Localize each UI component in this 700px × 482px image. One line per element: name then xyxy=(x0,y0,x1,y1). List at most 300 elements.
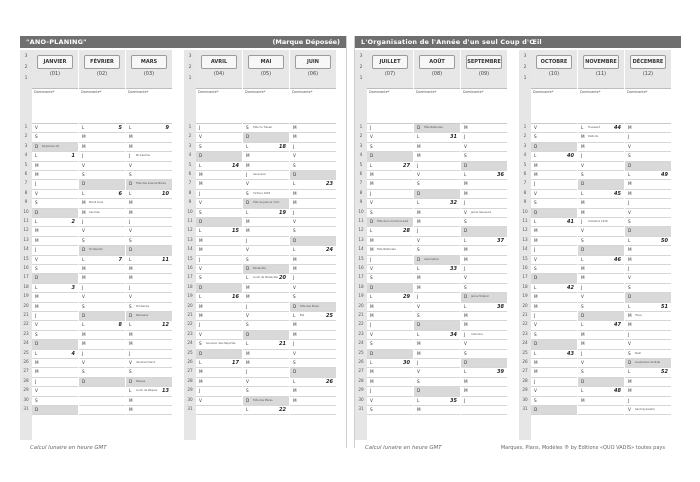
day-row[interactable] xyxy=(625,265,671,274)
day-row[interactable] xyxy=(290,209,336,218)
day-row[interactable] xyxy=(79,171,125,180)
day-row[interactable] xyxy=(625,180,671,189)
day-row[interactable] xyxy=(243,199,289,208)
day-row[interactable] xyxy=(414,406,460,415)
day-row[interactable] xyxy=(290,293,336,302)
day-row[interactable] xyxy=(531,406,577,415)
day-row[interactable] xyxy=(32,293,78,302)
day-row[interactable] xyxy=(32,152,78,161)
day-row[interactable] xyxy=(79,387,125,396)
day-row[interactable] xyxy=(414,303,460,312)
day-row[interactable] xyxy=(578,274,624,283)
day-row[interactable] xyxy=(126,368,172,377)
day-row[interactable] xyxy=(290,406,336,415)
day-row[interactable] xyxy=(367,265,413,274)
day-row[interactable] xyxy=(461,124,507,133)
day-row[interactable] xyxy=(126,190,172,199)
day-row[interactable] xyxy=(461,397,507,406)
day-row[interactable] xyxy=(625,162,671,171)
day-row[interactable] xyxy=(196,387,242,396)
priority-area[interactable] xyxy=(79,89,125,124)
day-row[interactable] xyxy=(243,162,289,171)
day-row[interactable] xyxy=(461,303,507,312)
day-row[interactable] xyxy=(196,303,242,312)
day-row[interactable] xyxy=(367,359,413,368)
day-row[interactable] xyxy=(625,246,671,255)
day-row[interactable] xyxy=(196,218,242,227)
day-row[interactable] xyxy=(290,199,336,208)
day-row[interactable] xyxy=(290,303,336,312)
day-row[interactable] xyxy=(531,209,577,218)
day-row[interactable] xyxy=(461,368,507,377)
day-row[interactable] xyxy=(196,312,242,321)
day-row[interactable] xyxy=(578,227,624,236)
day-row[interactable] xyxy=(531,124,577,133)
day-row[interactable] xyxy=(32,340,78,349)
day-row[interactable] xyxy=(531,190,577,199)
day-row[interactable] xyxy=(196,284,242,293)
day-row[interactable] xyxy=(79,331,125,340)
day-row[interactable] xyxy=(578,124,624,133)
day-row[interactable] xyxy=(290,162,336,171)
day-row[interactable] xyxy=(531,293,577,302)
day-row[interactable] xyxy=(367,143,413,152)
day-row[interactable] xyxy=(578,397,624,406)
day-row[interactable] xyxy=(196,293,242,302)
day-row[interactable] xyxy=(531,312,577,321)
day-row[interactable] xyxy=(461,293,507,302)
day-row[interactable] xyxy=(414,237,460,246)
priority-area[interactable] xyxy=(625,89,671,124)
day-row[interactable] xyxy=(79,162,125,171)
day-row[interactable] xyxy=(461,359,507,368)
day-row[interactable] xyxy=(32,124,78,133)
day-row[interactable] xyxy=(79,237,125,246)
day-row[interactable] xyxy=(290,218,336,227)
day-row[interactable] xyxy=(243,378,289,387)
day-row[interactable] xyxy=(32,209,78,218)
day-row[interactable] xyxy=(126,237,172,246)
day-row[interactable] xyxy=(367,340,413,349)
day-row[interactable] xyxy=(414,387,460,396)
day-row[interactable] xyxy=(196,171,242,180)
day-row[interactable] xyxy=(367,274,413,283)
day-row[interactable] xyxy=(243,321,289,330)
day-row[interactable] xyxy=(79,190,125,199)
day-row[interactable] xyxy=(531,284,577,293)
day-row[interactable] xyxy=(243,227,289,236)
day-row[interactable] xyxy=(32,171,78,180)
day-row[interactable] xyxy=(126,218,172,227)
day-row[interactable] xyxy=(414,133,460,142)
day-row[interactable] xyxy=(32,284,78,293)
day-row[interactable] xyxy=(531,152,577,161)
day-row[interactable] xyxy=(243,190,289,199)
day-row[interactable] xyxy=(290,340,336,349)
day-row[interactable] xyxy=(126,340,172,349)
day-row[interactable] xyxy=(196,321,242,330)
day-row[interactable] xyxy=(367,152,413,161)
day-row[interactable] xyxy=(414,397,460,406)
day-row[interactable] xyxy=(32,162,78,171)
day-row[interactable] xyxy=(461,209,507,218)
day-row[interactable] xyxy=(367,171,413,180)
day-row[interactable] xyxy=(625,303,671,312)
day-row[interactable] xyxy=(414,293,460,302)
day-row[interactable] xyxy=(531,378,577,387)
day-row[interactable] xyxy=(126,199,172,208)
day-row[interactable] xyxy=(32,359,78,368)
day-row[interactable] xyxy=(32,133,78,142)
day-row[interactable] xyxy=(414,124,460,133)
day-row[interactable] xyxy=(79,180,125,189)
day-row[interactable] xyxy=(290,378,336,387)
day-row[interactable] xyxy=(196,246,242,255)
day-row[interactable] xyxy=(367,387,413,396)
day-row[interactable] xyxy=(531,227,577,236)
day-row[interactable] xyxy=(461,340,507,349)
day-row[interactable] xyxy=(79,350,125,359)
day-row[interactable] xyxy=(461,350,507,359)
day-row[interactable] xyxy=(32,237,78,246)
day-row[interactable] xyxy=(243,133,289,142)
day-row[interactable] xyxy=(126,350,172,359)
day-row[interactable] xyxy=(625,312,671,321)
day-row[interactable] xyxy=(578,265,624,274)
day-row[interactable] xyxy=(126,265,172,274)
day-row[interactable] xyxy=(126,180,172,189)
day-row[interactable] xyxy=(414,209,460,218)
day-row[interactable] xyxy=(578,350,624,359)
day-row[interactable] xyxy=(414,162,460,171)
day-row[interactable] xyxy=(625,218,671,227)
day-row[interactable] xyxy=(578,293,624,302)
day-row[interactable] xyxy=(367,321,413,330)
day-row[interactable] xyxy=(461,162,507,171)
day-row[interactable] xyxy=(79,368,125,377)
day-row[interactable] xyxy=(461,133,507,142)
day-row[interactable] xyxy=(414,340,460,349)
day-row[interactable] xyxy=(196,350,242,359)
day-row[interactable] xyxy=(461,199,507,208)
day-row[interactable] xyxy=(531,387,577,396)
day-row[interactable] xyxy=(126,133,172,142)
day-row[interactable] xyxy=(625,190,671,199)
day-row[interactable] xyxy=(32,350,78,359)
day-row[interactable] xyxy=(461,180,507,189)
day-row[interactable] xyxy=(414,227,460,236)
day-row[interactable] xyxy=(625,274,671,283)
day-row[interactable] xyxy=(625,331,671,340)
day-row[interactable] xyxy=(531,359,577,368)
day-row[interactable] xyxy=(126,162,172,171)
day-row[interactable] xyxy=(79,227,125,236)
day-row[interactable] xyxy=(79,274,125,283)
day-row[interactable] xyxy=(531,218,577,227)
day-row[interactable] xyxy=(578,162,624,171)
day-row[interactable] xyxy=(126,303,172,312)
day-row[interactable] xyxy=(367,246,413,255)
day-row[interactable] xyxy=(461,190,507,199)
day-row[interactable] xyxy=(625,368,671,377)
day-row[interactable] xyxy=(414,368,460,377)
day-row[interactable] xyxy=(531,133,577,142)
day-row[interactable] xyxy=(243,387,289,396)
day-row[interactable] xyxy=(414,284,460,293)
day-row[interactable] xyxy=(196,227,242,236)
priority-area[interactable] xyxy=(290,89,336,124)
day-row[interactable] xyxy=(32,227,78,236)
day-row[interactable] xyxy=(531,274,577,283)
priority-area[interactable] xyxy=(578,89,624,124)
day-row[interactable] xyxy=(625,143,671,152)
day-row[interactable] xyxy=(531,256,577,265)
day-row[interactable] xyxy=(243,340,289,349)
day-row[interactable] xyxy=(32,265,78,274)
priority-area[interactable] xyxy=(196,89,242,124)
day-row[interactable] xyxy=(578,133,624,142)
day-row[interactable] xyxy=(625,171,671,180)
day-row[interactable] xyxy=(243,124,289,133)
day-row[interactable] xyxy=(243,368,289,377)
day-row[interactable] xyxy=(531,180,577,189)
day-row[interactable] xyxy=(243,274,289,283)
day-row[interactable] xyxy=(79,143,125,152)
day-row[interactable] xyxy=(367,303,413,312)
day-row[interactable] xyxy=(625,406,671,415)
day-row[interactable] xyxy=(578,359,624,368)
day-row[interactable] xyxy=(367,190,413,199)
day-row[interactable] xyxy=(196,162,242,171)
day-row[interactable] xyxy=(367,368,413,377)
day-row[interactable] xyxy=(126,387,172,396)
day-row[interactable] xyxy=(196,406,242,415)
day-row[interactable] xyxy=(126,124,172,133)
day-row[interactable] xyxy=(531,321,577,330)
day-row[interactable] xyxy=(290,171,336,180)
day-row[interactable] xyxy=(578,303,624,312)
day-row[interactable] xyxy=(243,303,289,312)
day-row[interactable] xyxy=(367,350,413,359)
day-row[interactable] xyxy=(290,274,336,283)
day-row[interactable] xyxy=(196,209,242,218)
day-row[interactable] xyxy=(243,246,289,255)
day-row[interactable] xyxy=(126,143,172,152)
day-row[interactable] xyxy=(367,162,413,171)
day-row[interactable] xyxy=(461,321,507,330)
day-row[interactable] xyxy=(290,359,336,368)
day-row[interactable] xyxy=(32,321,78,330)
day-row[interactable] xyxy=(625,284,671,293)
day-row[interactable] xyxy=(126,321,172,330)
day-row[interactable] xyxy=(32,180,78,189)
day-row[interactable] xyxy=(531,143,577,152)
day-row[interactable] xyxy=(531,340,577,349)
day-row[interactable] xyxy=(243,218,289,227)
day-row[interactable] xyxy=(367,209,413,218)
day-row[interactable] xyxy=(578,152,624,161)
day-row[interactable] xyxy=(196,397,242,406)
day-row[interactable] xyxy=(196,256,242,265)
day-row[interactable] xyxy=(578,171,624,180)
day-row[interactable] xyxy=(32,406,78,415)
day-row[interactable] xyxy=(126,293,172,302)
day-row[interactable] xyxy=(367,312,413,321)
day-row[interactable] xyxy=(32,331,78,340)
priority-area[interactable] xyxy=(243,89,289,124)
day-row[interactable] xyxy=(243,256,289,265)
day-row[interactable] xyxy=(243,350,289,359)
day-row[interactable] xyxy=(578,180,624,189)
day-row[interactable] xyxy=(625,209,671,218)
day-row[interactable] xyxy=(32,199,78,208)
day-row[interactable] xyxy=(414,143,460,152)
day-row[interactable] xyxy=(79,152,125,161)
day-row[interactable] xyxy=(461,406,507,415)
day-row[interactable] xyxy=(414,199,460,208)
day-row[interactable] xyxy=(367,378,413,387)
day-row[interactable] xyxy=(461,274,507,283)
day-row[interactable] xyxy=(578,331,624,340)
day-row[interactable] xyxy=(196,143,242,152)
day-row[interactable] xyxy=(196,180,242,189)
day-row[interactable] xyxy=(290,124,336,133)
priority-area[interactable] xyxy=(531,89,577,124)
day-row[interactable] xyxy=(531,397,577,406)
priority-area[interactable] xyxy=(126,89,172,124)
day-row[interactable] xyxy=(578,237,624,246)
day-row[interactable] xyxy=(461,237,507,246)
day-row[interactable] xyxy=(290,256,336,265)
day-row[interactable] xyxy=(367,218,413,227)
day-row[interactable] xyxy=(243,293,289,302)
day-row[interactable] xyxy=(414,256,460,265)
day-row[interactable] xyxy=(290,152,336,161)
day-row[interactable] xyxy=(79,124,125,133)
day-row[interactable] xyxy=(578,143,624,152)
day-row[interactable] xyxy=(126,227,172,236)
day-row[interactable] xyxy=(461,331,507,340)
day-row[interactable] xyxy=(79,303,125,312)
day-row[interactable] xyxy=(531,368,577,377)
day-row[interactable] xyxy=(243,406,289,415)
day-row[interactable] xyxy=(290,190,336,199)
day-row[interactable] xyxy=(290,350,336,359)
day-row[interactable] xyxy=(367,227,413,236)
day-row[interactable] xyxy=(531,303,577,312)
day-row[interactable] xyxy=(196,368,242,377)
day-row[interactable] xyxy=(126,246,172,255)
day-row[interactable] xyxy=(126,274,172,283)
day-row[interactable] xyxy=(243,209,289,218)
day-row[interactable] xyxy=(461,387,507,396)
day-row[interactable] xyxy=(243,152,289,161)
day-row[interactable] xyxy=(243,331,289,340)
day-row[interactable] xyxy=(79,246,125,255)
day-row[interactable] xyxy=(461,284,507,293)
day-row[interactable] xyxy=(461,378,507,387)
day-row[interactable] xyxy=(243,359,289,368)
day-row[interactable] xyxy=(290,143,336,152)
day-row[interactable] xyxy=(461,218,507,227)
day-row[interactable] xyxy=(79,256,125,265)
day-row[interactable] xyxy=(243,397,289,406)
day-row[interactable] xyxy=(578,312,624,321)
day-row[interactable] xyxy=(290,397,336,406)
day-row[interactable] xyxy=(578,256,624,265)
day-row[interactable] xyxy=(578,284,624,293)
day-row[interactable] xyxy=(625,397,671,406)
day-row[interactable] xyxy=(290,237,336,246)
day-row[interactable] xyxy=(196,359,242,368)
day-row[interactable] xyxy=(126,209,172,218)
day-row[interactable] xyxy=(578,218,624,227)
day-row[interactable] xyxy=(414,171,460,180)
day-row[interactable] xyxy=(367,180,413,189)
day-row[interactable] xyxy=(126,284,172,293)
day-row[interactable] xyxy=(578,209,624,218)
priority-area[interactable] xyxy=(461,89,507,124)
day-row[interactable] xyxy=(414,321,460,330)
day-row[interactable] xyxy=(531,265,577,274)
day-row[interactable] xyxy=(578,406,624,415)
day-row[interactable] xyxy=(126,312,172,321)
day-row[interactable] xyxy=(625,199,671,208)
day-row[interactable] xyxy=(367,124,413,133)
day-row[interactable] xyxy=(625,359,671,368)
day-row[interactable] xyxy=(79,133,125,142)
day-row[interactable] xyxy=(196,152,242,161)
day-row[interactable] xyxy=(367,406,413,415)
day-row[interactable] xyxy=(126,359,172,368)
day-row[interactable] xyxy=(461,227,507,236)
priority-area[interactable] xyxy=(414,89,460,124)
day-row[interactable] xyxy=(196,199,242,208)
day-row[interactable] xyxy=(243,312,289,321)
day-row[interactable] xyxy=(290,246,336,255)
day-row[interactable] xyxy=(79,321,125,330)
day-row[interactable] xyxy=(625,350,671,359)
day-row[interactable] xyxy=(367,256,413,265)
priority-area[interactable] xyxy=(32,89,78,124)
day-row[interactable] xyxy=(578,321,624,330)
day-row[interactable] xyxy=(531,246,577,255)
day-row[interactable] xyxy=(243,143,289,152)
day-row[interactable] xyxy=(126,406,172,415)
day-row[interactable] xyxy=(290,180,336,189)
day-row[interactable] xyxy=(625,293,671,302)
day-row[interactable] xyxy=(79,312,125,321)
day-row[interactable] xyxy=(367,133,413,142)
day-row[interactable] xyxy=(367,293,413,302)
day-row[interactable] xyxy=(126,256,172,265)
day-row[interactable] xyxy=(625,378,671,387)
day-row[interactable] xyxy=(290,265,336,274)
day-row[interactable] xyxy=(32,397,78,406)
day-row[interactable] xyxy=(578,199,624,208)
day-row[interactable] xyxy=(414,152,460,161)
day-row[interactable] xyxy=(461,143,507,152)
day-row[interactable] xyxy=(196,133,242,142)
day-row[interactable] xyxy=(79,359,125,368)
day-row[interactable] xyxy=(578,368,624,377)
day-row[interactable] xyxy=(625,124,671,133)
day-row[interactable] xyxy=(625,133,671,142)
day-row[interactable] xyxy=(578,190,624,199)
day-row[interactable] xyxy=(290,368,336,377)
day-row[interactable] xyxy=(290,331,336,340)
day-row[interactable] xyxy=(625,237,671,246)
